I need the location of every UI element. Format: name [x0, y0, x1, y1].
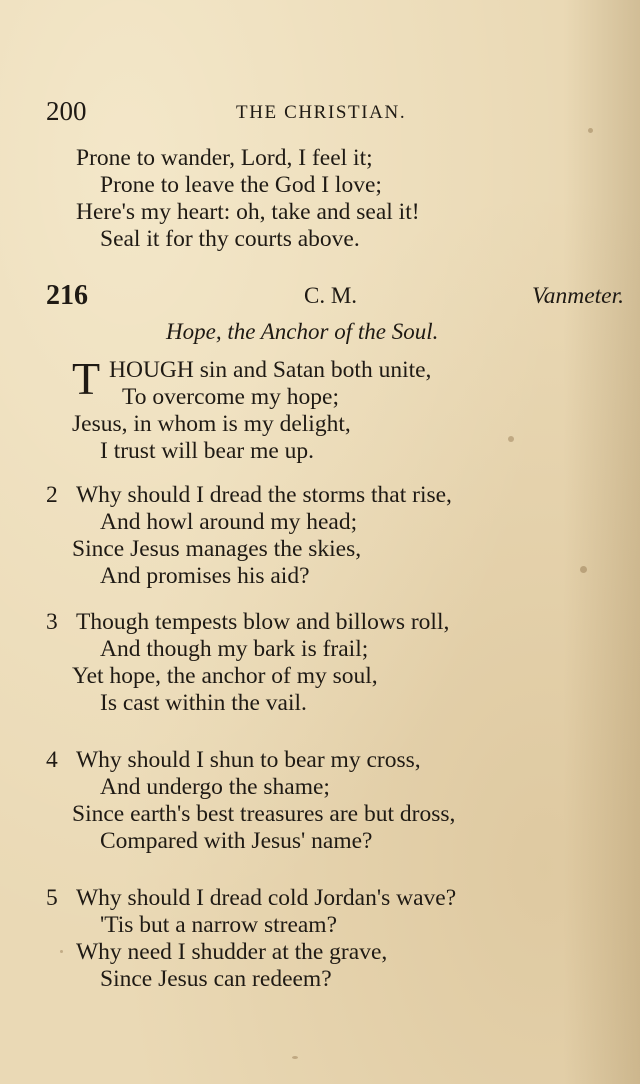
stanza-number: 4 — [46, 747, 58, 773]
verse-line: And undergo the shame; — [100, 774, 330, 800]
hymn-meter: C. M. — [304, 283, 358, 308]
paper-speck — [580, 566, 587, 573]
verse-line: Why need I shudder at the grave, — [76, 939, 388, 965]
tune-name: Vanmeter. — [531, 283, 624, 309]
verse-line: Since Jesus can redeem? — [100, 966, 332, 992]
verse-line: Seal it for thy courts above. — [100, 226, 360, 252]
verse-line: Why should I dread cold Jordan's wave? — [76, 885, 457, 911]
verse-line: And howl around my head; — [100, 509, 358, 535]
paper-speck — [588, 128, 593, 133]
paper-speck — [60, 950, 63, 953]
verse-line: And promises his aid? — [100, 563, 310, 589]
drop-cap: T — [72, 353, 101, 404]
verse-line: Is cast within the vail. — [100, 690, 307, 716]
page-header — [46, 96, 606, 126]
running-head: THE CHRISTIAN. — [236, 102, 407, 123]
verse-line: Since Jesus manages the skies, — [72, 536, 362, 562]
stanza-number: 5 — [46, 885, 58, 911]
verse-line: Since earth's best treasures are but dross, — [72, 801, 456, 827]
verse-line: To overcome my hope; — [122, 384, 339, 410]
verse-line: Jesus, in whom is my delight, — [72, 411, 351, 437]
stanza-number: 3 — [46, 609, 58, 635]
verse-line: 'Tis but a narrow stream? — [100, 912, 338, 938]
paper-speck — [292, 1056, 298, 1059]
page-number: 200 — [46, 96, 87, 126]
verse-line: And though my bark is frail; — [100, 636, 369, 662]
verse-line: HOUGH sin and Satan both unite, — [109, 357, 432, 383]
paper-speck — [508, 436, 514, 442]
verse-line: I trust will bear me up. — [100, 438, 315, 464]
verse-line: Prone to leave the God I love; — [100, 172, 382, 198]
verse-line: Why should I dread the storms that rise, — [76, 482, 452, 508]
verse-line: Though tempests blow and billows roll, — [76, 609, 450, 635]
stanza-number: 2 — [46, 482, 58, 508]
verse-line: Yet hope, the anchor of my soul, — [72, 663, 378, 689]
hymn-number: 216 — [46, 280, 88, 311]
verse-line: Prone to wander, Lord, I feel it; — [76, 145, 373, 171]
verse-line: Compared with Jesus' name? — [100, 828, 373, 854]
verse-line: Why should I shun to bear my cross, — [76, 747, 421, 773]
verse-line: Here's my heart: oh, take and seal it! — [76, 199, 420, 225]
hymn-title: Hope, the Anchor of the Soul. — [166, 319, 439, 344]
hymn-header — [46, 280, 626, 312]
